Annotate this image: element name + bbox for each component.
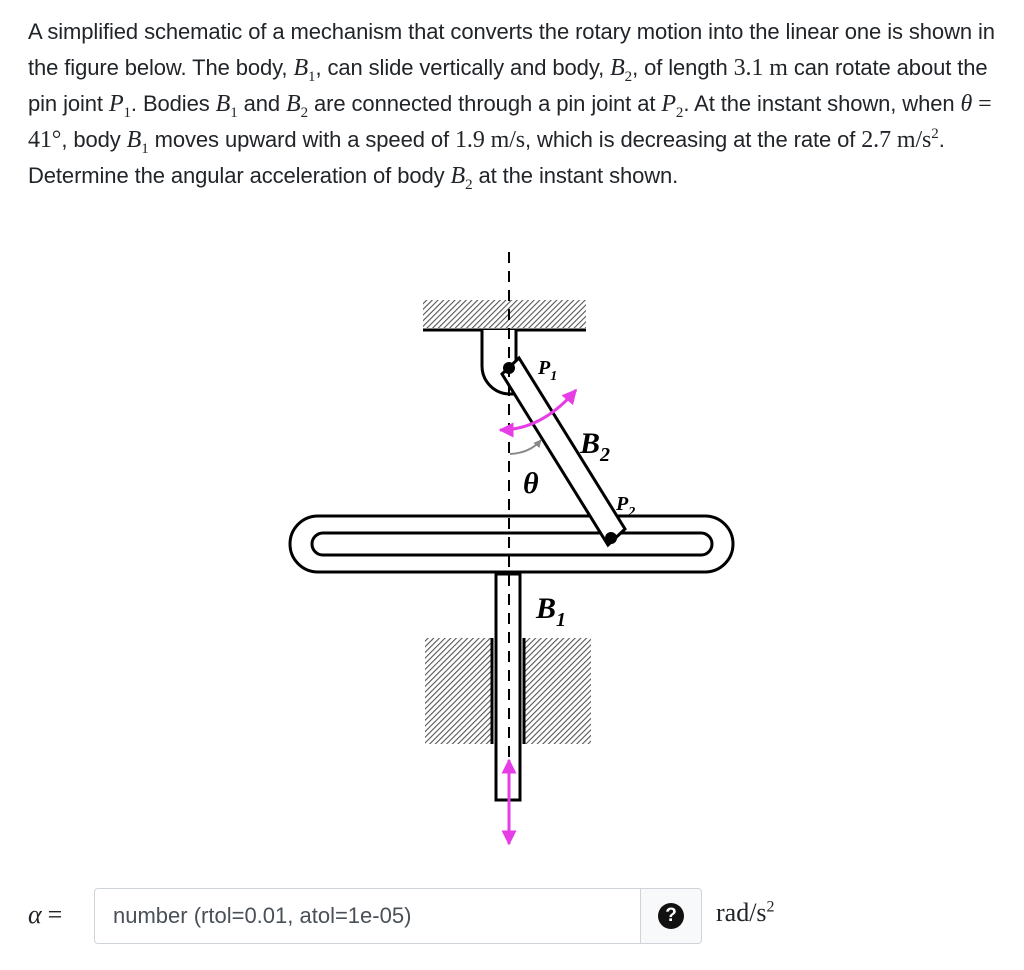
label-p1: $P_1$ xyxy=(538,357,558,384)
answer-variable-label: α = xyxy=(28,900,63,929)
question-circle-icon[interactable]: ? xyxy=(658,903,684,929)
label-b2: $B_2$ xyxy=(580,427,611,466)
answer-input[interactable] xyxy=(95,889,640,943)
mechanism-diagram xyxy=(280,248,750,860)
theta-arc xyxy=(510,440,541,454)
help-button[interactable] xyxy=(640,889,701,943)
label-b1: $B_1$ xyxy=(536,592,567,631)
guide-block-right xyxy=(524,638,591,744)
answer-row xyxy=(0,884,1024,948)
label-p2: $P_2$ xyxy=(616,493,636,520)
answer-input-group xyxy=(94,888,702,944)
ceiling-hatch xyxy=(423,300,586,328)
pin-p2 xyxy=(605,532,617,544)
label-theta: θ xyxy=(523,467,539,500)
unit-label: rad/$s^2$ xyxy=(716,898,775,927)
problem-statement: A simplified schematic of a mechanism that converts the rotary motion into the linear one is shown in the figure below. The body, $B_1$, can slide vertically and body, $B_2$, of length 3.1 m can rotate about the pin joint $P_1$. Bodies $B_1$ and $B_2$ are connected through a pin joint at $P_2$. At the instant shown, when θ = 41°, body $B_1$ moves upward with a speed of 1.9 m/s, which is decreasing at the rate of 2.7 $m/s^2$. Determine the angular acceleration of body $B_2$ at the instant shown. xyxy=(28,19,995,193)
guide-block-left xyxy=(425,638,492,744)
pin-p1 xyxy=(503,362,515,374)
mechanism-figure xyxy=(280,248,750,860)
slot-inner xyxy=(312,533,712,555)
